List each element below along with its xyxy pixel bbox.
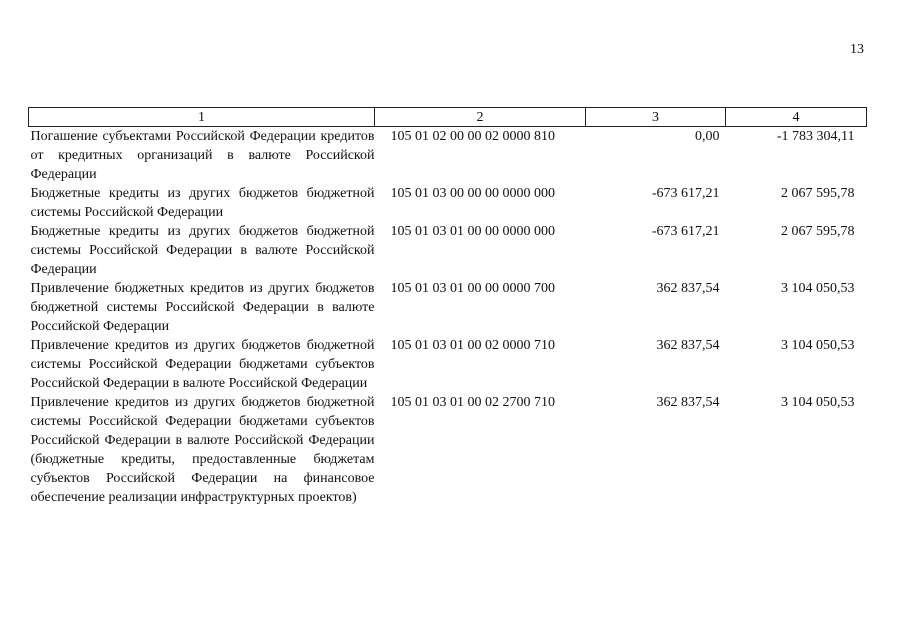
row-value-col4: 2 067 595,78 bbox=[781, 186, 855, 201]
row-name: Привлечение кредитов из других бюджетов бюджетной системы Российской Федерации бюджетами субъектов Российской Федерации в валюте Российской Федерации (бюджетные кредиты, предоставленные бюджетам субъектов Российской Федерации на финансовое обеспечение реализации инфраструктурных проектов) bbox=[30, 395, 375, 505]
header-col-4: 4 bbox=[726, 108, 867, 127]
row-name: Привлечение кредитов из других бюджетов бюджетной системы Российской Федерации бюджетами субъектов Российской Федерации в валюте Российской Федерации bbox=[30, 338, 375, 391]
row-code: 105 01 02 00 00 02 0000 810 bbox=[390, 129, 555, 144]
header-row bbox=[29, 108, 867, 127]
row-value-col4: 3 104 050,53 bbox=[781, 338, 855, 353]
table-body bbox=[29, 127, 867, 508]
row-name: Привлечение бюджетных кредитов из других бюджетов бюджетной системы Российской Федерации в валюте Российской Федерации bbox=[30, 281, 375, 334]
header-col-1: 1 bbox=[29, 108, 375, 127]
table-row bbox=[29, 393, 867, 507]
row-value-col3: -673 617,21 bbox=[651, 186, 720, 201]
header-col-3: 3 bbox=[586, 108, 726, 127]
row-value-col3: 362 837,54 bbox=[656, 338, 720, 353]
row-value-col3: 0,00 bbox=[695, 129, 720, 144]
row-name: Бюджетные кредиты из других бюджетов бюджетной системы Российской Федерации в валюте Российской Федерации bbox=[30, 224, 375, 277]
table-row bbox=[29, 127, 867, 185]
table-row bbox=[29, 184, 867, 222]
page-number: 13 bbox=[850, 42, 864, 57]
table-row bbox=[29, 279, 867, 336]
row-name: Погашение субъектами Российской Федерации кредитов от кредитных организаций в валюте Российской Федерации bbox=[30, 129, 375, 182]
row-value-col4: -1 783 304,11 bbox=[776, 129, 855, 144]
header-col-2: 2 bbox=[375, 108, 586, 127]
row-name: Бюджетные кредиты из других бюджетов бюджетной системы Российской Федерации bbox=[30, 186, 375, 220]
table-row bbox=[29, 222, 867, 279]
row-value-col3: 362 837,54 bbox=[656, 281, 720, 296]
row-code: 105 01 03 01 00 02 2700 710 bbox=[390, 395, 555, 410]
row-code: 105 01 03 00 00 00 0000 000 bbox=[390, 186, 555, 201]
budget-table bbox=[28, 107, 867, 507]
row-code: 105 01 03 01 00 00 0000 000 bbox=[390, 224, 555, 239]
row-value-col4: 3 104 050,53 bbox=[781, 395, 855, 410]
row-value-col4: 3 104 050,53 bbox=[781, 281, 855, 296]
table-row bbox=[29, 336, 867, 393]
row-value-col3: -673 617,21 bbox=[651, 224, 720, 239]
row-value-col4: 2 067 595,78 bbox=[781, 224, 855, 239]
row-value-col3: 362 837,54 bbox=[656, 395, 720, 410]
row-code: 105 01 03 01 00 02 0000 710 bbox=[390, 338, 555, 353]
table-header bbox=[29, 108, 867, 127]
row-code: 105 01 03 01 00 00 0000 700 bbox=[390, 281, 555, 296]
